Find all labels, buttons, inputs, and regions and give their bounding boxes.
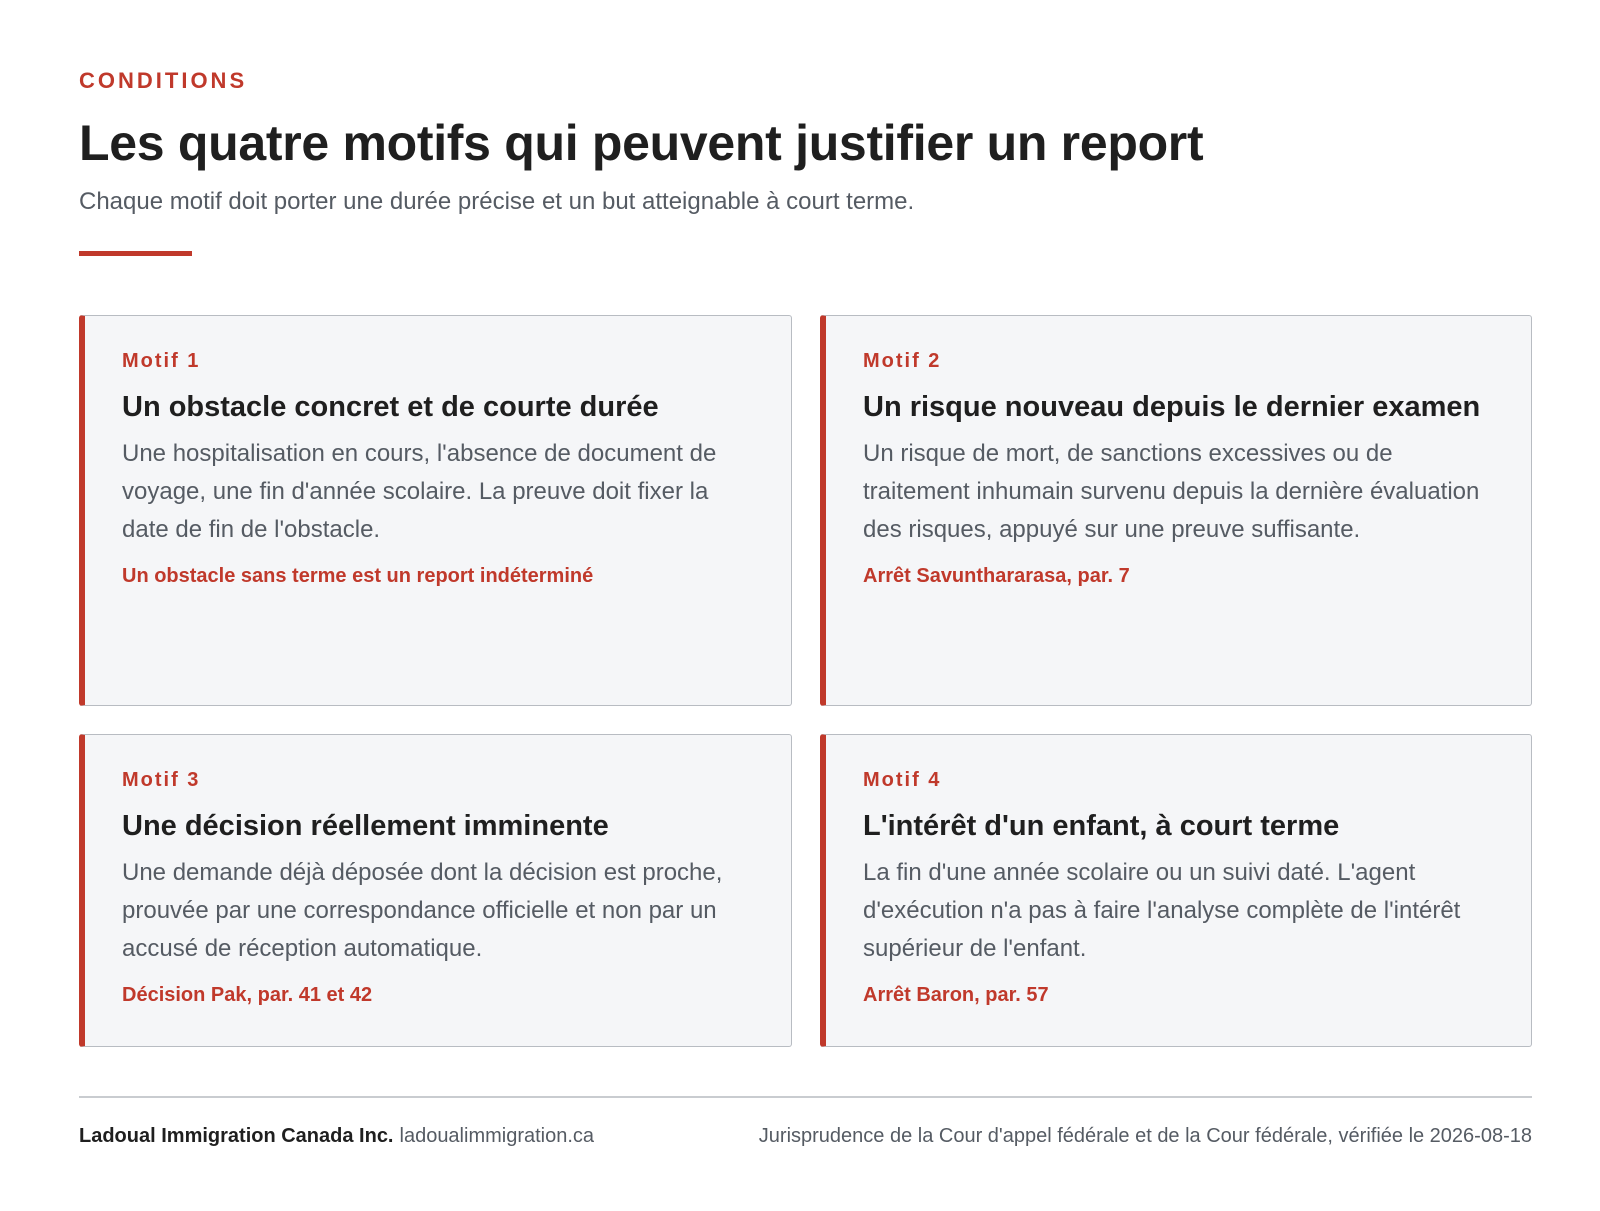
page-header	[79, 68, 1532, 1006]
footer-company-name: Ladoual Immigration Canada Inc.	[79, 1125, 394, 1147]
motif-reference: Décision Pak, par. 41 et 42	[122, 984, 373, 1006]
motif-title: Un obstacle concret et de courte durée	[122, 391, 659, 423]
footer-website-link[interactable]: ladoualimmigration.ca	[399, 1125, 595, 1147]
motif-body: Un risque de mort, de sanctions excessives ou de traitement inhumain survenu depuis la dernière évaluation des risques, appuyé sur une preuve suffisante.	[863, 440, 1480, 543]
footer-divider	[79, 1096, 1532, 1098]
motif-kicker: Motif 3	[122, 769, 201, 791]
motif-card-2	[820, 315, 1532, 706]
motif-reference: Un obstacle sans terme est un report indéterminé	[122, 565, 594, 587]
section-eyebrow: CONDITIONS	[79, 68, 248, 93]
motif-title: Une décision réellement imminente	[122, 810, 609, 842]
motif-kicker: Motif 1	[122, 350, 201, 372]
motif-card-4	[820, 734, 1532, 1047]
page-subtitle: Chaque motif doit porter une durée précise et un but atteignable à court terme.	[79, 188, 915, 215]
motif-title: L'intérêt d'un enfant, à court terme	[863, 810, 1340, 842]
footer-left	[79, 1124, 594, 1148]
footer-verification-note: Jurisprudence de la Cour d'appel fédérale et de la Cour fédérale, vérifiée le 2026-08-18	[758, 1125, 1532, 1147]
page-footer	[79, 1124, 1532, 1148]
motif-title: Un risque nouveau depuis le dernier examen	[863, 391, 1481, 423]
motif-body: Une demande déjà déposée dont la décision est proche, prouvée par une correspondance officielle et non par un accusé de réception automatique.	[122, 859, 723, 962]
page-title: Les quatre motifs qui peuvent justifier un report	[79, 115, 1204, 171]
accent-divider	[79, 251, 192, 256]
motif-kicker: Motif 4	[863, 769, 942, 791]
motif-card-1	[79, 315, 792, 706]
motif-reference: Arrêt Baron, par. 57	[863, 984, 1049, 1006]
motif-card-3	[79, 734, 792, 1047]
motif-kicker: Motif 2	[863, 350, 942, 372]
motif-reference: Arrêt Savunthararasa, par. 7	[863, 565, 1130, 587]
motif-body: Une hospitalisation en cours, l'absence de document de voyage, une fin d'année scolaire. La preuve doit fixer la date de fin de l'obstacle.	[122, 440, 717, 543]
motif-body: La fin d'une année scolaire ou un suivi daté. L'agent d'exécution n'a pas à faire l'analyse complète de l'intérêt supérieur de l'enfant.	[863, 859, 1461, 962]
